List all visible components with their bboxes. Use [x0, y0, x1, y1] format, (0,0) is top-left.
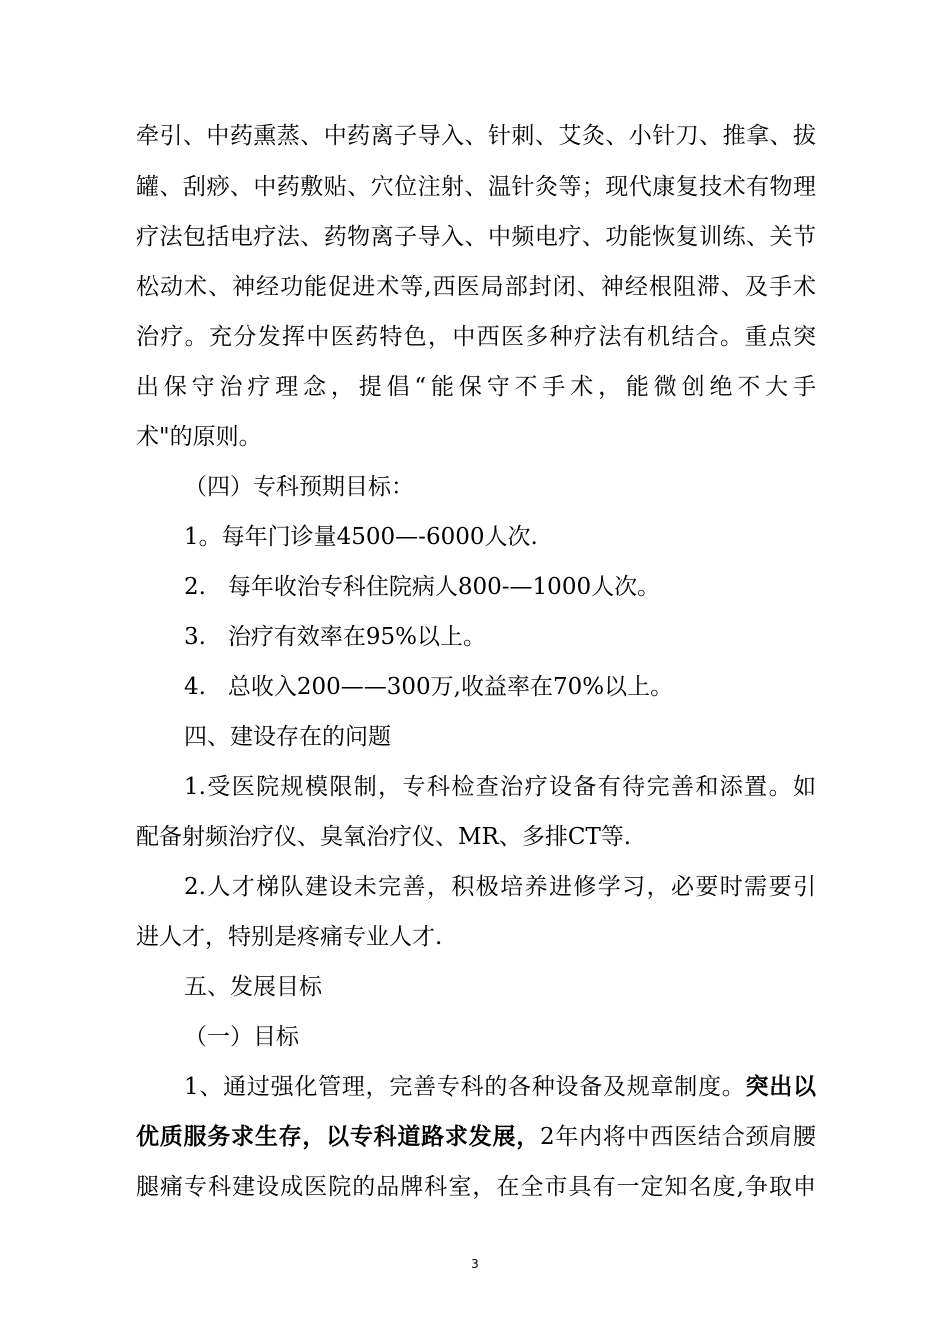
problem-2-line-1: 2.人才梯队建设未完善，积极培养进修学习，必要时需要引: [184, 874, 816, 900]
problem-1-line-2: 配备射频治疗仪、臭氧治疗仪、MR、多排CT等.: [136, 824, 632, 850]
section-goals-heading: 五、发展目标: [184, 974, 322, 1000]
target-item-4: 4. 总收入200——300万,收益率在70%以上。: [184, 674, 674, 700]
subsection-goal-heading: （一）目标: [184, 1024, 299, 1050]
problem-1-line-1: 1.受医院规模限制，专科检查治疗设备有待完善和添置。如: [184, 774, 816, 800]
goal-1-line-1-normal: 1、通过强化管理，完善专科的各种设备及规章制度。: [184, 1074, 746, 1100]
goal-1-line-2: [136, 1122, 816, 1152]
target-item-3: 3. 治疗有效率在95%以上。: [184, 624, 486, 650]
methods-line-5: 治疗。充分发挥中医药特色，中西医多种疗法有机结合。重点突: [136, 324, 816, 350]
goal-1-line-2-normal: 2年内将中西医结合颈肩腰: [539, 1124, 816, 1150]
target-item-2: 2. 每年收治专科住院病人800-—1000人次。: [184, 574, 661, 600]
methods-line-1: 牵引、中药熏蒸、中药离子导入、针刺、艾灸、小针刀、推拿、拔: [136, 123, 816, 149]
section-targets-heading: （四）专科预期目标：: [184, 474, 414, 500]
methods-line-4: 松动术、神经功能促进术等,西医局部封闭、神经根阻滞、及手术: [136, 274, 816, 300]
page-number: 3: [471, 1257, 479, 1271]
section-problems-heading: 四、建设存在的问题: [184, 724, 391, 750]
methods-line-7: 术"的原则。: [136, 424, 262, 450]
problem-2-line-2: 进人才，特别是疼痛专业人才.: [136, 924, 443, 950]
goal-1-line-1: [184, 1072, 816, 1102]
methods-line-3: 疗法包括电疗法、药物离子导入、中频电疗、功能恢复训练、关节: [136, 224, 816, 250]
target-item-1: 1。每年门诊量4500—-6000人次.: [184, 524, 538, 550]
goal-1-line-3: 腿痛专科建设成医院的品牌科室，在全市具有一定知名度,争取申: [136, 1174, 816, 1200]
methods-line-6: 出保守治疗理念，提倡“能保守不手术，能微创绝不大手: [136, 374, 816, 400]
goal-1-line-1-bold: 突出以: [745, 1073, 817, 1100]
methods-line-2: 罐、刮痧、中药敷贴、穴位注射、温针灸等；现代康复技术有物理: [136, 174, 816, 200]
goal-1-line-2-bold: 优质服务求生存，以专科道路求发展，: [136, 1123, 540, 1150]
